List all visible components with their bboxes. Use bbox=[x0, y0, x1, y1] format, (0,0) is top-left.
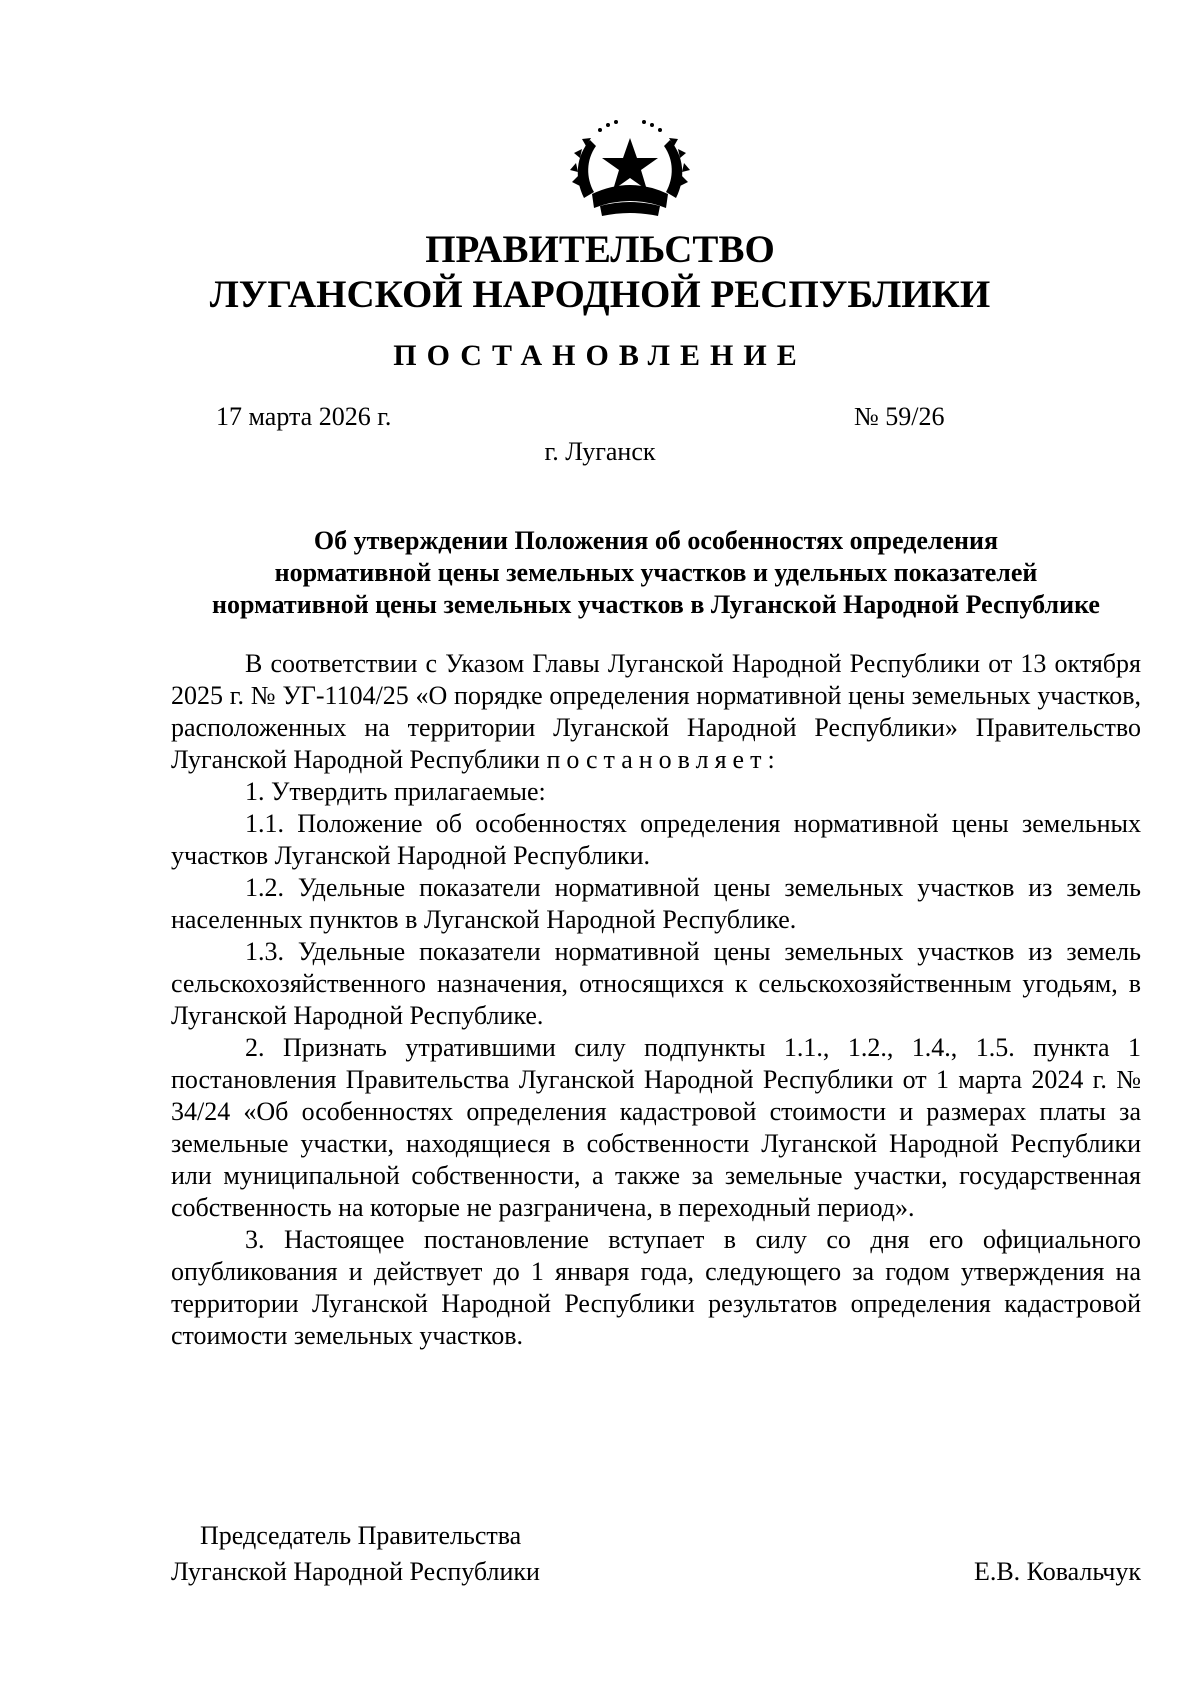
organization-name-line2: ЛУГАНСКОЙ НАРОДНОЙ РЕСПУБЛИКИ bbox=[209, 273, 991, 316]
clause-2: 2. Признать утратившими силу подпункты 1.1., 1.2., 1.4., 1.5. пункта 1 постановления Правительства Луганской Народной Республики от 1 марта 2024 г. № 34/24 «Об особенностях определения кадастровой стоимости и размерах платы за земельные участки, находящиеся в собственности Луганской Народной Республики или муниципальной собственности, а также за земельные участки, государственная собственность на которые не разграничена, в переходный период». bbox=[171, 1033, 1141, 1222]
coat-of-arms-icon bbox=[570, 116, 690, 218]
organization-name-line1: ПРАВИТЕЛЬСТВО bbox=[425, 228, 775, 271]
resolves-word: постановляет: bbox=[546, 745, 781, 774]
document-number: № 59/26 bbox=[854, 402, 945, 431]
signatory-position-line2: Луганской Народной Республики bbox=[171, 1557, 540, 1586]
signatory-position-line1: Председатель Правительства bbox=[200, 1521, 522, 1550]
clause-1-3: 1.3. Удельные показатели нормативной цены земельных участков из земель сельскохозяйственного назначения, относящихся к сельскохозяйственным угодьям, в Луганской Народной Республике. bbox=[171, 937, 1141, 1030]
preamble-text: В соответствии с Указом Главы Луганской Народной Республики от 13 октября 2025 г. № УГ-1104/25 «О порядке определения нормативной цены земельных участков, расположенных на территории Луганской Народной Республики» Правительство Луганской Народной Республики bbox=[171, 649, 1141, 774]
document-title bbox=[171, 525, 1141, 621]
clause-1: 1. Утвердить прилагаемые: bbox=[245, 777, 546, 806]
document-title-line: нормативной цены земельных участков и удельных показателей bbox=[274, 558, 1038, 587]
clause-1-1: 1.1. Положение об особенностях определения нормативной цены земельных участков Луганской Народной Республики. bbox=[171, 809, 1141, 870]
document-body bbox=[171, 648, 1141, 1352]
document-city: г. Луганск bbox=[544, 437, 656, 466]
document-title-line: нормативной цены земельных участков в Луганской Народной Республике bbox=[212, 590, 1100, 619]
clause-3: 3. Настоящее постановление вступает в силу со дня его официального опубликования и действует до 1 января года, следующего за годом утверждения на территории Луганской Народной Республики результатов определения кадастровой стоимости земельных участков. bbox=[171, 1225, 1141, 1350]
document-date: 17 марта 2026 г. bbox=[216, 402, 392, 431]
signatory-name: Е.В. Ковальчук bbox=[973, 1557, 1141, 1586]
document-title-line: Об утверждении Положения об особенностях определения bbox=[313, 526, 999, 555]
preamble-paragraph bbox=[171, 648, 1141, 776]
document-type: ПОСТАНОВЛЕНИЕ bbox=[393, 339, 807, 372]
clause-1-2: 1.2. Удельные показатели нормативной цены земельных участков из земель населенных пунктов в Луганской Народной Республике. bbox=[171, 873, 1141, 934]
